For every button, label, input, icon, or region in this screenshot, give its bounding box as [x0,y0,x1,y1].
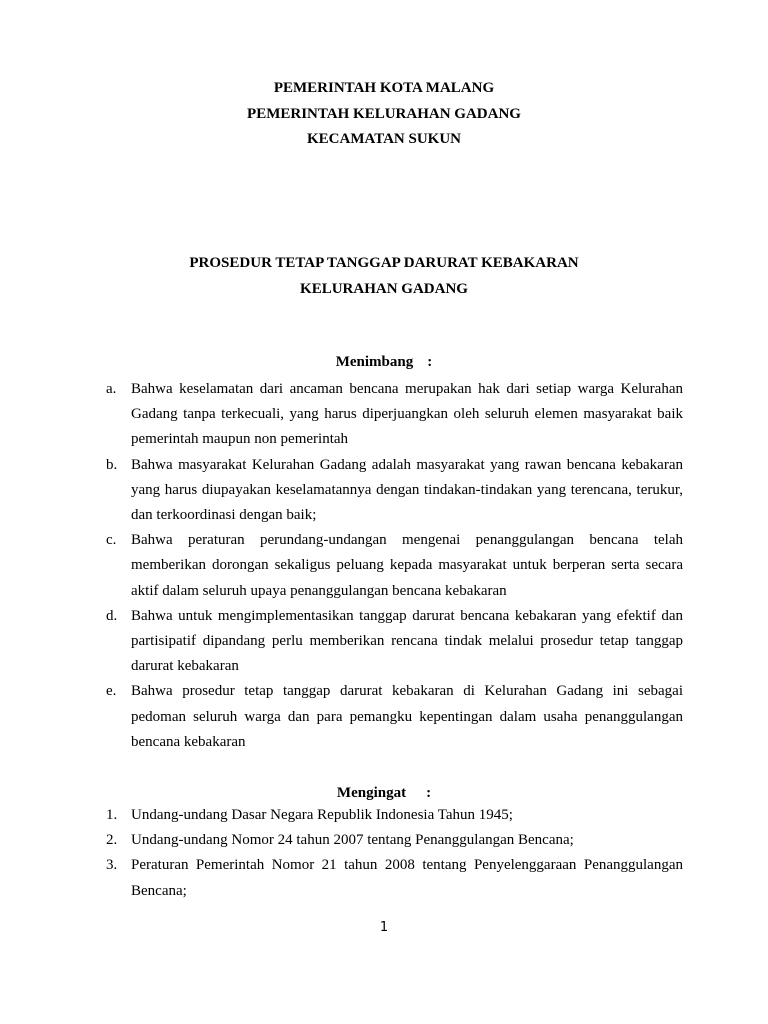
list-item-text: Bahwa prosedur tetap tanggap darurat kebakaran di Kelurahan Gadang ini sebagai pedoman seluruh warga dan para pemangku kepentingan dalam usaha penanggulangan bencana kebakaran [131,683,683,750]
list-marker: a. [106,381,117,397]
mengingat-item-1 [106,803,683,828]
menimbang-list [106,377,683,755]
document-header [0,76,768,153]
mengingat-item-2 [106,828,683,853]
menimbang-item-d [106,604,683,680]
menimbang-item-a [106,377,683,453]
mengingat-list [106,803,683,904]
title-line-2: KELURAHAN GADANG [300,280,468,297]
list-marker: 1. [106,807,118,823]
list-item-text: Undang-undang Nomor 24 tahun 2007 tentang Penanggulangan Bencana; [131,832,574,849]
mengingat-item-3 [106,853,683,903]
menimbang-item-c [106,528,683,604]
page-number: 1 [379,920,389,935]
list-marker: 3. [106,857,118,874]
list-marker: 2. [106,832,118,849]
title-line-1: PROSEDUR TETAP TANGGAP DARURAT KEBAKARAN [189,255,579,271]
mengingat-heading-text: Mengingat [336,785,407,801]
header-line-3: KECAMATAN SUKUN [306,131,462,147]
header-line-1: PEMERINTAH KOTA MALANG [273,80,495,96]
list-item-text: Bahwa masyarakat Kelurahan Gadang adalah masyarakat yang rawan bencana kebakaran yang harus diupayakan keselamatannya dengan tindakan-tindakan yang terencana, terukur, dan terkoordinasi dengan baik; [131,456,683,524]
menimbang-heading [0,350,768,375]
list-marker: e. [106,683,117,700]
menimbang-heading-text: Menimbang [335,354,414,370]
menimbang-item-b [106,453,683,529]
list-item-text: Bahwa keselamatan dari ancaman bencana merupakan hak dari setiap warga Kelurahan Gadang tanpa terkecuali, yang harus diperjuangkan oleh seluruh elemen masyarakat baik pemerintah maupun non pemerintah [131,381,683,448]
menimbang-item-e [106,679,683,755]
list-marker: c. [106,532,117,549]
list-item-text: Peraturan Pemerintah Nomor 21 tahun 2008 tentang Penyelenggaraan Penanggulangan Bencana; [131,857,683,899]
menimbang-heading-colon: : [427,354,433,370]
list-marker: d. [106,607,118,624]
header-line-2: PEMERINTAH KELURAHAN GADANG [247,105,521,122]
list-marker: b. [106,456,118,473]
document-title [0,251,768,302]
list-item-text: Bahwa untuk mengimplementasikan tanggap darurat bencana kebakaran yang efektif dan partisipatif dipandang perlu memberikan rencana tindak melalui prosedur tetap tanggap darurat kebakaran [131,607,683,675]
mengingat-heading-colon: : [426,785,432,801]
list-item-text: Bahwa peraturan perundang-undangan mengenai penanggulangan bencana telah memberikan dorongan sekaligus peluang kepada masyarakat untuk berperan serta secara aktif dalam seluruh upaya penanggulangan bencana kebakaran [131,532,683,599]
list-item-text: Undang-undang Dasar Negara Republik Indonesia Tahun 1945; [131,807,513,823]
